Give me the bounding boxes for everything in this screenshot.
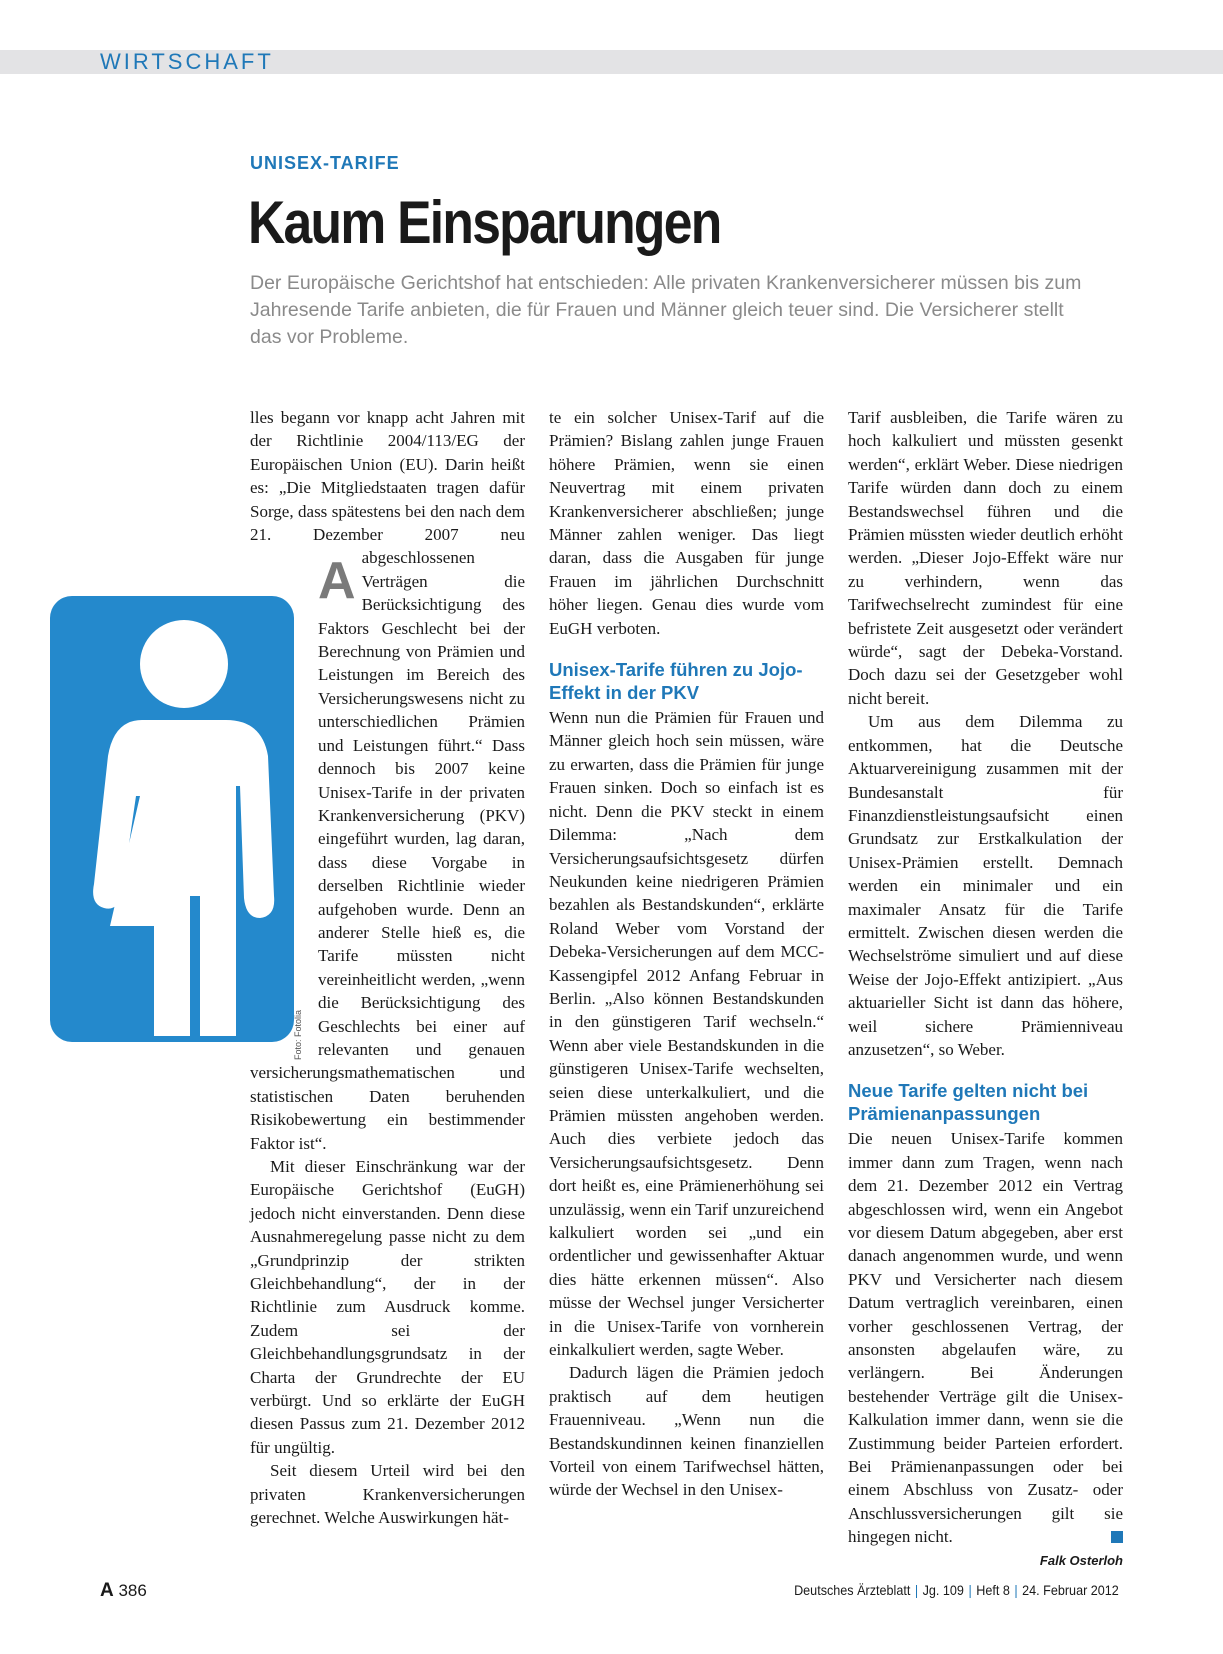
journal-date: 24. Februar 2012 <box>1022 1582 1119 1598</box>
article-lead: Der Europäische Gerichtshof hat entschieden: Alle privaten Krankenversicherer müssen bis zum Jahresende Tarife anbieten, die für Frauen und Männer gleich teuer sind. Die Versicherer stellt das vor Probleme. <box>250 272 1082 348</box>
article-column-2 <box>549 406 824 1502</box>
article-column-3 <box>848 406 1123 1571</box>
end-mark <box>1111 1531 1123 1543</box>
author-name: Falk Osterloh <box>1039 1552 1123 1568</box>
subheading: Unisex-Tarife führen zu Jojo-Effekt in der PKV <box>549 659 803 704</box>
journal-issue: Heft 8 <box>976 1582 1011 1598</box>
journal-name: Deutsches Ärzteblatt <box>794 1582 911 1598</box>
page-number <box>100 1580 147 1602</box>
paragraph: Tarif ausbleiben, die Tarife wären zu hoch kalkuliert und müssten gesenkt werden“, erklärt Weber. Diese niedrigen Tarife würden dann doch zu einem Bestandswechsel führen und die Prämien müssten wieder deutlich erhöht werden. „Dieser Jojo-Effekt wäre nur zu verhindern, wenn das Tarifwechselrecht zumindest für eine befristete Zeit ausgesetzt oder verändert würde“, sagt der Debeka-Vorstand. Doch dazu sei der Gesetzgeber wohl nicht bereit. <box>848 408 1123 708</box>
paragraph: lles begann vor knapp acht Jahren mit der Richtlinie 2004/113/EG der Europäischen Union (EU). Darin heißt es: „Die Mitgliedstaaten tragen dafür Sorge, dass spätestens bei den nach dem 21. Dezember 2007 neu abgeschlossenen Verträgen die Berücksichtigung des Faktors Geschlecht bei der Berechnung von Prämien und Leistungen im Bereich des Versicherungswesens nicht zu unterschiedlichen Prämien und Leistungen führt.“ Dass dennoch bis 2007 keine Unisex-Tarife in der privaten Krankenversicherung (PKV) eingeführt wurden, lag daran, dass diese Vorgabe in derselben Richtlinie wieder aufgehoben wurde. Denn an anderer Stelle hieß es, die Tarife müssten nicht vereinheitlicht werden, „wenn die Berücksichtigung des Geschlechts bei einer auf relevanten und genauen versicherungsmathematischen und statistischen Daten beruhenden Risikobewertung ein bestimmender Faktor ist“. <box>250 408 525 1153</box>
paragraph: Um aus dem Dilemma zu entkommen, hat die Deutsche Aktuarvereinigung zusammen mit der Bundesanstalt für Finanzdienstleistungsaufsicht einen Grundsatz zur Erstkalkulation der Unisex-Prämien erstellt. Demnach werden ein minimaler und ein maximaler Ansatz für die Tarife ermittelt. Zwischen diesen werden die Wechselströme simuliert und auf diese Weise der Jojo-Effekt antizipiert. „Aus aktuarieller Sicht ist dann das höhere, weil sichere Prämienniveau anzusetzen“, so Weber. <box>848 712 1123 1059</box>
subheading: Neue Tarife gelten nicht bei Prämienanpassungen <box>848 1080 1089 1125</box>
paragraph-text: Die neuen Unisex-Tarife kommen immer dann zum Tragen, wenn nach dem 21. Dezember 2012 ein Vertrag abgeschlossen wird, wenn ein Angebot vor diesem Datum abgegeben, aber erst danach angenommen wurde, und wenn PKV und Versicherter nach diesem Datum vertraglich vereinbaren, einen vorher geschlossenen Vertrag, der ansonsten abgelaufen wäre, zu verlängern. Bei Änderungen bestehender Verträge gilt die Unisex-Kalkulation immer dann, wenn sie die Zustimmung beider Parteien erfordert. Bei Prämienanpassungen oder bei einem Abschluss von Zusatz- oder Anschlussversicherungen gilt sie hingegen nicht. <box>848 1129 1123 1547</box>
page-prefix: A <box>100 1580 114 1601</box>
journal-volume: Jg. 109 <box>922 1582 965 1598</box>
paragraph: Mit dieser Einschränkung war der Europäische Gerichtshof (EuGH) jedoch nicht einverstanden. Denn diese Ausnahmeregelung passe nicht zu dem „Grundprinzip der strikten Gleichbehandlung“, der in der Richtlinie zum Ausdruck komme. Zudem sei der Gleichbehandlungsgrundsatz in der Charta der Grundrechte der EU verbürgt. Und so erklärte der EuGH diesen Passus zum 21. Dezember 2012 für ungültig. <box>250 1157 525 1457</box>
section-label: WIRTSCHAFT <box>100 49 274 74</box>
article-headline: Kaum Einsparungen <box>248 189 721 256</box>
paragraph <box>848 1127 1123 1548</box>
drop-cap: A <box>318 552 356 610</box>
paragraph: Dadurch lägen die Prämien jedoch praktisch auf dem heutigen Frauenniveau. „Wenn nun die Bestandskundinnen keinen finanziellen Vorteil von einem Tarifwechsel hätten, würde der Wechsel in den Unisex- <box>549 1363 824 1500</box>
paragraph: te ein solcher Unisex-Tarif auf die Prämien? Bislang zahlen junge Frauen höhere Prämien, wenn sie einen Neuvertrag mit einem privaten Krankenversicherer abschließen; junge Männer zahlen weniger. Das liegt daran, dass die Ausgaben für junge Frauen im jährlichen Durchschnitt höher liegen. Genau dies wurde vom EuGH verboten. <box>549 408 824 638</box>
article-kicker: UNISEX-TARIFE <box>250 153 400 173</box>
paragraph: Wenn nun die Prämien für Frauen und Männer gleich hoch sein müssen, wäre zu erwarten, dass die Prämien für junge Frauen sinken. Doch so einfach ist es nicht. Denn die PKV steckt in einem Dilemma: „Nach dem Versicherungsaufsichtsgesetz dürfen Neukunden keine niedrigeren Prämien bezahlen als Bestandskunden“, erklärte Roland Weber vom Vorstand der Debeka-Versicherungen auf dem MCC-Kassengipfel 2012 Anfang Februar in Berlin. „Also können Bestandskunden in den günstigeren Tarif wechseln.“ Wenn aber viele Bestandskunden in die günstigeren Unisex-Tarife wechselten, seien diese unterkalkuliert, und die Prämien müssten angehoben werden. Auch dies verbiete jedoch das Versicherungsaufsichtsgesetz. Denn dort heißt es, eine Prämienerhöhung sei unzulässig, wenn ein Tarif unzureichend kalkuliert worden sei „und ein ordentlicher und gewissenhafter Aktuar dies hätte erkennen müssen“. Also müsse der Wechsel junger Versicherter in die Unisex-Tarife von vornherein einkalkuliert werden, sagte Weber. <box>549 708 824 1360</box>
page-number-value: 386 <box>118 1581 147 1600</box>
paragraph: Seit diesem Urteil wird bei den privaten Krankenversicherungen gerechnet. Welche Auswirkungen hät- <box>250 1461 525 1528</box>
journal-footer: Deutsches Ärzteblatt | Jg. 109 | Heft 8 | 24. Februar 2012 <box>794 1582 1119 1598</box>
article-column-1 <box>250 406 525 1530</box>
photo-credit: Foto: Fotolia <box>293 1009 303 1060</box>
